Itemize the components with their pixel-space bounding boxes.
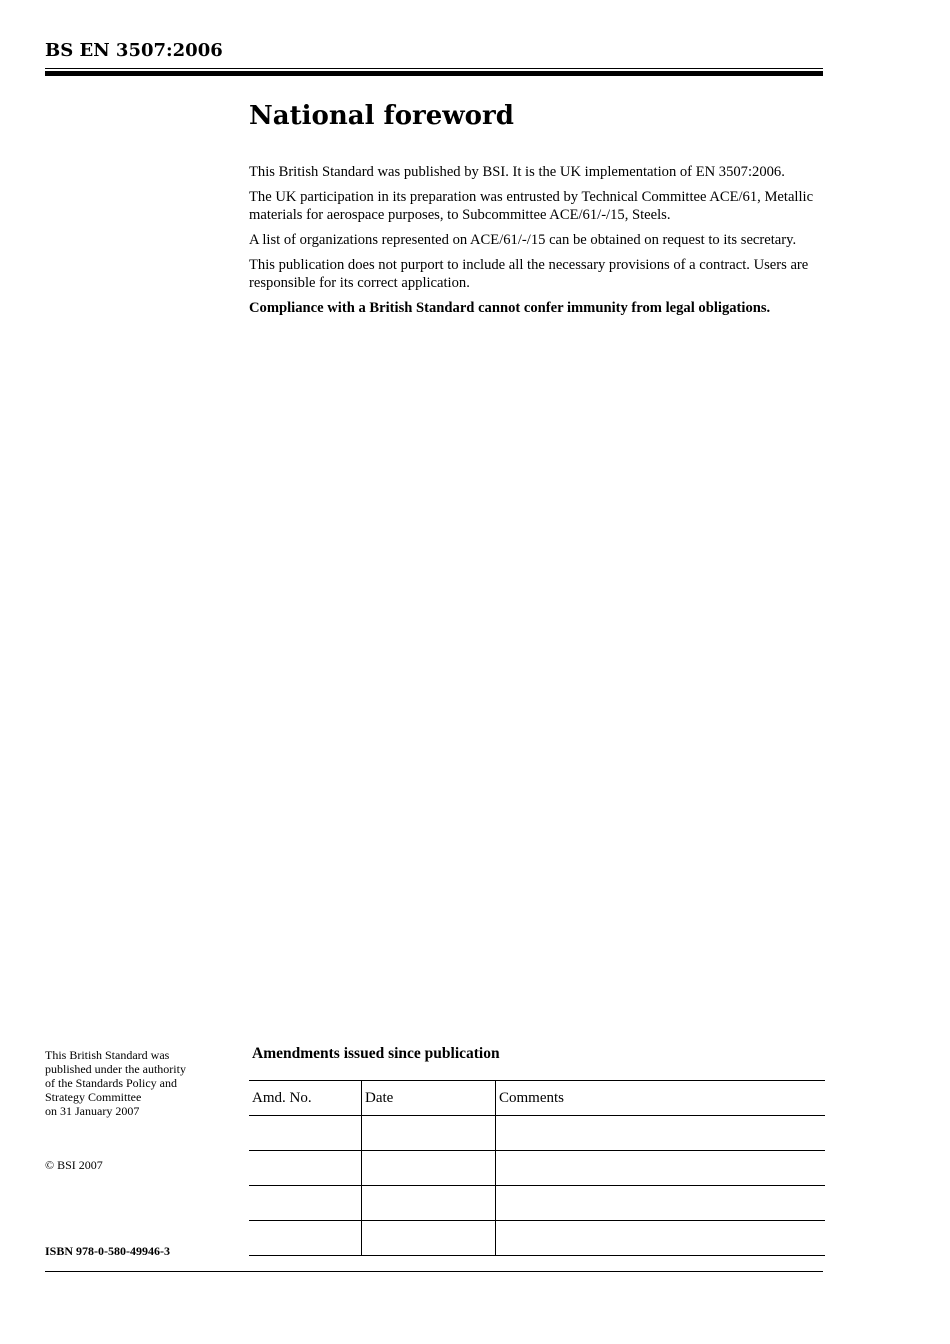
table-cell <box>496 1221 826 1256</box>
amendments-table <box>249 1080 825 1256</box>
foreword-paragraph: A list of organizations represented on ACE/61/-/15 can be obtained on request to its secretary. <box>249 232 797 248</box>
column-header-comments: Comments <box>496 1081 826 1116</box>
column-header-date: Date <box>362 1081 496 1116</box>
table-cell <box>496 1116 826 1151</box>
table-row <box>249 1116 825 1151</box>
publication-note-line: This British Standard was <box>45 1048 170 1062</box>
copyright-notice: © BSI 2007 <box>45 1158 103 1172</box>
table-row <box>249 1151 825 1186</box>
foreword-paragraph: This publication does not purport to include all the necessary provisions of a contract. Users are responsible for its correct application. <box>249 257 809 291</box>
foreword-body <box>249 163 827 324</box>
table-cell <box>362 1221 496 1256</box>
publication-note-line: Strategy Committee <box>45 1090 142 1104</box>
publication-note <box>45 1048 235 1118</box>
footer-rule <box>45 1271 823 1272</box>
table-cell <box>362 1151 496 1186</box>
table-cell <box>249 1116 362 1151</box>
table-cell <box>249 1151 362 1186</box>
table-cell <box>362 1186 496 1221</box>
publication-note-line: on 31 January 2007 <box>45 1104 140 1118</box>
column-header-amd-no: Amd. No. <box>249 1081 362 1116</box>
compliance-statement: Compliance with a British Standard cannot confer immunity from legal obligations. <box>249 300 771 316</box>
document-code: BS EN 3507:2006 <box>45 40 223 61</box>
page-title: National foreword <box>249 101 514 131</box>
table-cell <box>249 1221 362 1256</box>
table-cell <box>249 1186 362 1221</box>
amendments-heading: Amendments issued since publication <box>252 1045 500 1062</box>
foreword-paragraph: This British Standard was published by BSI. It is the UK implementation of EN 3507:2006. <box>249 164 785 180</box>
foreword-paragraph: The UK participation in its preparation was entrusted by Technical Committee ACE/61, Metallic materials for aerospace purposes, to Subcommittee ACE/61/-/15, Steels. <box>249 189 814 223</box>
header-rule-thick <box>45 71 823 76</box>
table-cell <box>362 1116 496 1151</box>
isbn: ISBN 978-0-580-49946-3 <box>45 1244 170 1258</box>
table-cell <box>496 1186 826 1221</box>
table-row <box>249 1221 825 1256</box>
header-rule-thin <box>45 68 823 69</box>
table-row <box>249 1186 825 1221</box>
publication-note-line: of the Standards Policy and <box>45 1076 177 1090</box>
publication-note-line: published under the authority <box>45 1062 186 1076</box>
table-cell <box>496 1151 826 1186</box>
amendments-header-row <box>249 1081 825 1116</box>
